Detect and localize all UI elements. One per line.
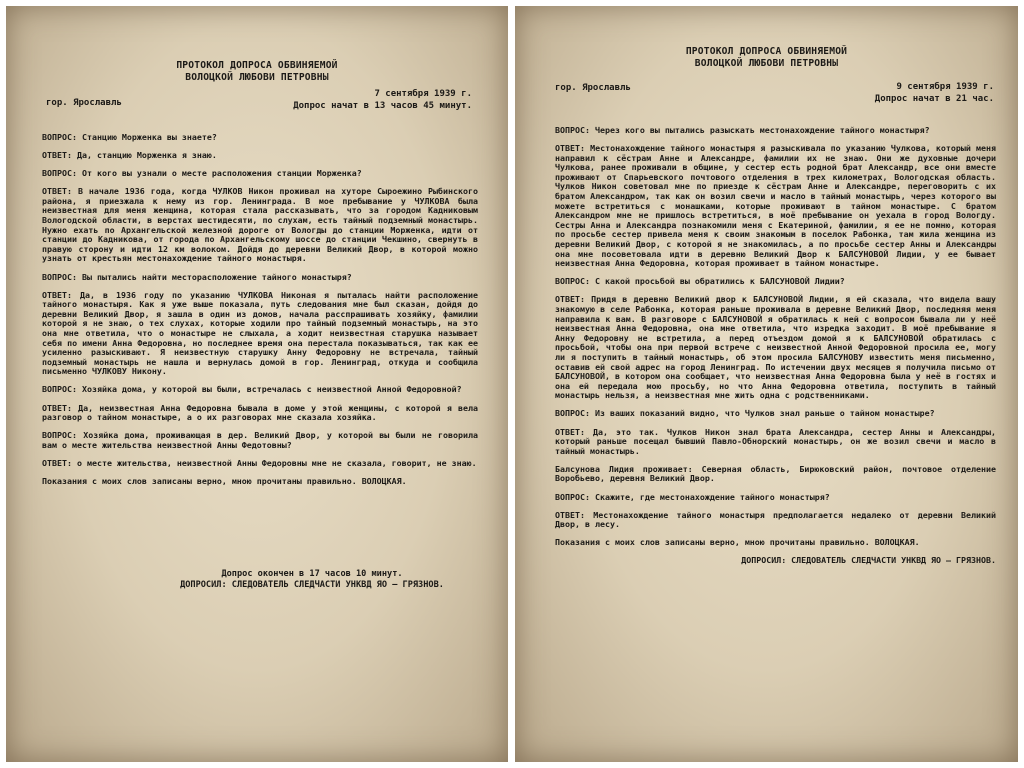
date: 7 сентября 1939 г. [374, 89, 472, 99]
end-time: Допрос окончен в 17 часов 10 минут. [221, 569, 403, 579]
title-line-1: ПРОТОКОЛ ДОПРОСА ОБВИНЯЕМОЙ [176, 60, 338, 71]
signature-line: Показания с моих слов записаны верно, мною прочитаны правильно. ВОЛОЦКАЯ. [555, 537, 920, 548]
qa-label: ОТВЕТ: [42, 186, 72, 197]
protocol-body [42, 133, 478, 495]
title-line-2: ВОЛОЦКОЙ ЛЮБОВИ ПЕТРОВНЫ [694, 58, 839, 69]
qa-label: ОТВЕТ: [555, 426, 585, 437]
qa-label: ВОПРОС: [42, 384, 77, 395]
qa-paragraph [555, 409, 996, 419]
qa-text: Хозяйка дома, проживающая в дер. Великий Двор, у которой вы были не говорила вам о месте жительства неизвестной Анны Федотовны? [42, 430, 478, 450]
qa-label: ВОПРОС: [42, 132, 77, 142]
date: 9 сентября 1939 г. [896, 82, 994, 92]
qa-paragraph [555, 295, 996, 401]
page-title [515, 46, 1018, 70]
qa-label: ВОПРОС: [42, 271, 77, 282]
title-line-2: ВОЛОЦКОЙ ЛЮБОВИ ПЕТРОВНЫ [185, 72, 329, 83]
qa-label: ВОПРОС: [555, 276, 590, 287]
qa-paragraph [42, 187, 478, 264]
qa-text: Из ваших показаний видно, что Чулков знал раньше о тайном монастыре? [594, 408, 935, 419]
qa-paragraph [555, 144, 996, 269]
qa-paragraph [42, 385, 478, 395]
start-time: Допрос начат в 21 час. [874, 93, 994, 104]
qa-text: Вы пытались найти месторасположение тайного монастыря? [81, 271, 352, 282]
qa-label: ОТВЕТ: [42, 289, 72, 300]
qa-paragraph [42, 151, 478, 161]
title-line-1: ПРОТОКОЛ ДОПРОСА ОБВИНЯЕМОЙ [685, 46, 848, 57]
qa-text: От кого вы узнали о месте расположения станции Морженка? [81, 168, 362, 179]
qa-paragraph [555, 428, 996, 457]
qa-text: о месте жительства, неизвестной Анны Федоровны мне не сказала, говорит, не знаю. [76, 457, 477, 468]
qa-label: ВОПРОС: [42, 430, 77, 441]
qa-text: Да, в 1936 году по указанию ЧУЛКОВА Никоная я пыталась найти расположение тайного монастыря. Как я уже выше показала, путь следования мне был сказан, дойдя до деревни Великий Двор, я зашла в один из домов, начала расспрашивать хозяйку, фамилии которой я не знаю, о тех слухах, которые ходили про тайный подземный монастырь, на это она мне ответила, что о монастыре не слыхала, а ходит неизвестная старушка называет себя по имени Анна Федоровна, но последнее время она перестала показываться, так как ее усиленно разыскивают. Я неизвестную старушку Анну Федоровну не встречала, тайный подземный монастырь не нашла и вернулась домой в гор. Ленинград, откуда и сообщила письменно ЧУЛКОВУ Никону. [42, 289, 478, 377]
qa-text: Местонахождение тайного монастыря предполагается недалеко от деревни Великий Двор, в лесу. [555, 509, 996, 530]
qa-paragraph [555, 277, 996, 287]
start-time: Допрос начат в 13 часов 45 минут. [293, 100, 472, 111]
signature-line: Показания с моих слов записаны верно, мною прочитаны правильно. ВОЛОЦКАЯ. [42, 476, 407, 487]
qa-paragraph [42, 273, 478, 283]
qa-text: В начале 1936 года, когда ЧУЛКОВ Никон проживал на хуторе Сыроежино Рыбинского района, я приезжала к нему из гор. Ленинграда. В мое пребывание у ЧУЛКОВА была неизвестная для меня женщина, которая стала рассказывать, что за городом Кадниковым Вологодской области, в верстах шестидесяти, по слухам, есть тайный подземный монастырь. Нужно ехать по Архангельской железной дороге от Вологды до станции Морженка, идти от станции до Кадникова, от города по Архангельскому шоссе до станции Чекшино, свернуть в правую сторону и идти 12 км волоком. Дойдя до деревни Великий Двор, в которой можно узнать от крестьян местонахождение тайного монастыря. [42, 186, 479, 264]
protocol-body [555, 126, 996, 574]
qa-text: Местонахождение тайного монастыря я разыскивала по указанию Чулкова, который меня направил к сёстрам Анне и Александре, фамилии их не знаю. Они же духовные дочери Чулкова, ранее проживали в общине, у сестер есть родной брат Александр, все они вместе проживают от Спарьевского почтового отделения в трех километрах, Вологодская область. Чулков Никон советовал мне по приезде к сёстрам Анне и Александре, переговорить с их братом Александром, так как он возил свечи и масло в тайный монастырь, через которого вы можете встретиться с монашками, которые проживают в тайном монастыре. С братом Александром мне не пришлось встретиться, в моё пребывание он уехала в город Вологду. Сестры Анна и Александра познакомили меня с Екатериной, фамилии, я ее не помню, которая по просьбе сестер привела меня к своим знакомым в поселок Рабонка, там жила женщина из деревни Великий Двор, с которой я не знакомилась, а по просьбе сестер Анны и Александры она мне посоветовала идти в деревню Великий Двор к БАЛСУНОВОЙ Лидии, у ее бывает неизвестная Анна Федоровна, которая проживает в тайном монастыре. [555, 143, 996, 269]
qa-paragraph [555, 511, 996, 530]
qa-label: ВОПРОС: [555, 125, 590, 135]
qa-text: Скажите, где местонахождение тайного монастыря? [594, 491, 830, 502]
qa-paragraph [42, 291, 478, 377]
qa-text: Хозяйка дома, у которой вы были, встречалась с неизвестной Анной Федоровной? [81, 384, 462, 395]
qa-label: ВОПРОС: [555, 408, 590, 419]
qa-paragraph [42, 459, 478, 469]
qa-text: Придя в деревню Великий двор к БАЛСУНОВОЙ Лидии, я ей сказала, что видела вашу знакомую в селе Рабонка, которая раньше проживала в деревне Великий Двор, последняя меня направила к вам. В разговоре с БАЛСУНОВОЙ я обратилась к ней с вопросом бывала ли у неё неизвестная Анна Федоровна, она мне ответила, что изредка заходит. В моё пребывание я Анну Федоровну не встретила, а перед отъездом домой я к БАЛСУНОВОЙ обратилась с просьбой, чтобы она при первой встрече с неизвестной Анной Федоровной просила ее, могу ли я поступить в тайный монастырь, об этом просила БАЛСУНОВУ известить меня письменно, оставив ей свой адрес на город Ленинград. По истечении двух месяцев я получила письмо от БАЛСУНОВОЙ, в котором она сообщает, что неизвестная Анна Федоровна была у неё в гостях и она ей передала мою просьбу, но что Анна Федоровна ответила, поступить в тайный монастырь нельзя, а неизвестная мне жить одна с родственниками. [555, 294, 996, 401]
qa-label: ОТВЕТ: [42, 402, 72, 413]
qa-text: С какой просьбой вы обратились к БАЛСУНОВОЙ Лидии? [594, 276, 845, 287]
protocol-page-left [6, 6, 508, 762]
city: гор. Ярославль [46, 98, 122, 108]
protocol-page-right [515, 6, 1018, 762]
qa-paragraph [42, 431, 478, 450]
qa-paragraph [42, 404, 478, 423]
qa-label: ОТВЕТ: [42, 150, 72, 161]
qa-label: ВОПРОС: [42, 168, 77, 179]
qa-text: Да, неизвестная Анна Федоровна бывала в доме у этой женщины, с которой я вела разговор о тайном монастыре, а о их разговорах мне сказала хозяйка. [42, 402, 478, 423]
end-block [146, 569, 478, 591]
qa-paragraph [555, 465, 996, 484]
qa-text: Балсунова Лидия проживает: Северная область, Бирюковский район, почтовое отделение Воробьево, деревня Великий Двор. [555, 463, 996, 484]
interrogator: ДОПРОСИЛ: СЛЕДОВАТЕЛЬ СЛЕДЧАСТИ УНКВД ЯО — ГРЯЗНОВ. [741, 555, 996, 566]
date-block [293, 89, 472, 112]
date-block [875, 82, 994, 105]
qa-paragraph [555, 126, 996, 136]
page-title [6, 60, 508, 84]
interrogator: ДОПРОСИЛ: СЛЕДОВАТЕЛЬ СЛЕДЧАСТИ УНКВД ЯО — ГРЯЗНОВ. [180, 580, 444, 590]
qa-text: Станцию Морженка вы знаете? [81, 132, 217, 142]
qa-text: Да, станцию Морженка я знаю. [76, 150, 217, 161]
qa-label: ОТВЕТ: [555, 143, 585, 154]
qa-label: ОТВЕТ: [42, 457, 72, 468]
qa-paragraph [42, 133, 478, 143]
city: гор. Ярославль [555, 83, 631, 93]
qa-paragraph [555, 493, 996, 503]
qa-text: Да, это так. Чулков Никон знал брата Александра, сестер Анны и Александры, который раньше посещал бывший Павло-Обнорский монастырь, он же возил свечи и масло в тайный монастырь. [555, 426, 996, 456]
qa-label: ОТВЕТ: [555, 509, 585, 520]
qa-label: ОТВЕТ: [555, 294, 585, 305]
qa-text: Через кого вы пытались разыскать местонахождение тайного монастыря? [594, 125, 930, 135]
qa-paragraph [42, 169, 478, 179]
qa-label: ВОПРОС: [555, 491, 590, 502]
